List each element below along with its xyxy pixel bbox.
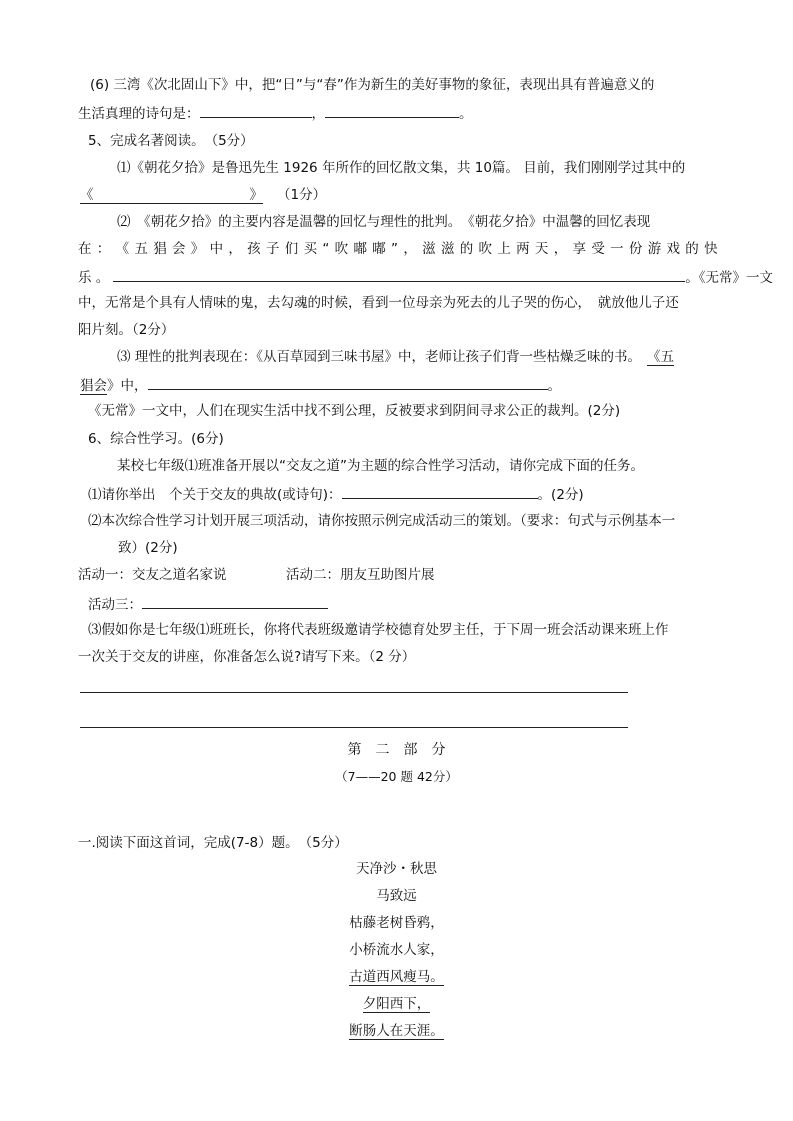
q6-item3-line1: ⑶假如你是七年级⑴班班长，你将代表班级邀请学校德育处罗主任，于下周一班会活动课来班上作 <box>88 622 669 638</box>
poem-line-2: 小桥流水人家， <box>349 942 444 958</box>
q6-activity1: 活动一：交友之道名家说 <box>78 567 227 583</box>
justified-char: 天 <box>534 241 549 257</box>
justified-char: 戏 <box>666 241 680 257</box>
justified-char: 一 <box>610 241 624 257</box>
justified-char: 两 <box>516 241 530 257</box>
q4-item6-line1: (6) 三湾《次北固山下》中，把“日”与“春”作为新生的美好事物的象征，表现出具有普遍意义的 <box>90 77 655 93</box>
q5-item2-line4: 中，无常是个具有人情味的鬼，去勾魂的时候，看到一位母亲为死去的儿子哭的伤心， 就放他儿子还 <box>78 295 679 311</box>
justified-char: ： <box>96 241 111 257</box>
answer-blank-6[interactable] <box>142 594 328 609</box>
q5-item3-line1: ⑶ 理性的批判表现在：《从百草园到三味书屋》中，老师让孩子们背一些枯燥乏味的书。 《五 <box>117 349 675 365</box>
q5-header: 5、完成名著阅读。 （5分） <box>88 133 254 149</box>
q6-item2-line1: ⑵本次综合性学习计划开展三项活动，请你按照示例完成活动三的策划。（要求：句式与示例基本一 <box>88 513 676 529</box>
justified-char: 快 <box>704 241 718 257</box>
justified-char: 上 <box>497 241 511 257</box>
q5-item1-line2 <box>80 186 326 204</box>
q5-item1-line1: ⑴《朝花夕拾》是鲁迅先生 1926 年所作的回忆散文集，共 10篇。 目前，我们刚刚学过其中的 <box>117 160 686 176</box>
poem-line-5: 断肠人在天涯。 <box>349 1023 444 1039</box>
justified-char: 在 <box>78 241 92 257</box>
justified-char: 孩 <box>247 241 261 257</box>
part2-subtitle: （7——20 题 42分） <box>335 769 458 784</box>
q6-activity3: 活动三： <box>88 594 328 614</box>
writing-line-1[interactable] <box>80 692 628 693</box>
justified-char: 吹 <box>478 241 493 257</box>
justified-char: 》 <box>190 241 205 257</box>
q5-item3-line3: 《无常》一文中，人们在现实生活中找不到公理，反被要求到阴间寻求公正的裁判。(2分) <box>88 403 621 419</box>
justified-char: ， <box>553 241 568 257</box>
q6-item2-line2: 致）(2分) <box>118 540 178 556</box>
poem-line-4: 夕阳西下， <box>362 996 431 1012</box>
justified-char: 滋 <box>440 241 455 257</box>
q5-item2-line1: ⑵ 《朝花夕拾》的主要内容是温馨的回忆与理性的批判。 《朝花夕拾》中温馨的回忆表现 <box>117 214 651 230</box>
justified-char: 的 <box>459 241 474 257</box>
justified-char: 买 <box>303 241 318 257</box>
justified-char: 嘟 <box>372 241 386 257</box>
answer-blank-4[interactable] <box>148 375 548 390</box>
q5-item2-line2 <box>78 240 718 258</box>
justified-char: 子 <box>265 241 280 257</box>
justified-char: 们 <box>284 241 299 257</box>
justified-char: 中 <box>209 241 224 257</box>
justified-char: ， <box>228 241 242 257</box>
justified-char: 《 <box>115 241 130 257</box>
poem-line-1: 枯藤老树昏鸦， <box>349 915 444 931</box>
justified-char: ， <box>403 241 417 257</box>
poem-title: 天净沙・秋思 <box>356 861 437 877</box>
answer-blank-5[interactable] <box>342 484 538 499</box>
justified-char: 滋 <box>422 241 436 257</box>
q5-item2-line3: 乐 。 。《无常》一文 <box>78 267 773 287</box>
justified-char: 嘟 <box>353 241 367 257</box>
answer-blank-1[interactable] <box>200 103 312 118</box>
q6-item1: ⑴请你举出 个关于交友的典故(或诗句)： 。(2分) <box>88 484 584 504</box>
justified-char: 游 <box>647 241 662 257</box>
q5-item3-link-wuchanghui[interactable]: 《五 <box>647 349 675 365</box>
q5-item1-score: （1分） <box>277 187 327 203</box>
justified-char: 五 <box>134 241 148 257</box>
justified-char: 份 <box>628 241 643 257</box>
answer-blank-2[interactable] <box>325 103 459 118</box>
poem-instruction: 一.阅读下面这首词，完成(7-8）题。 （5分） <box>78 835 348 851</box>
q5-item2-line5: 阳片刻。（2分） <box>78 322 175 338</box>
q5-item3-line2: 猖会》中， 。 <box>80 375 561 395</box>
justified-char: ” <box>391 241 399 257</box>
q6-activity2: 活动二：朋友互助图片展 <box>286 567 435 583</box>
justified-char: 享 <box>572 241 587 257</box>
q5-item1-book-title-blank[interactable]: 《 》 <box>80 187 263 203</box>
q5-item3-link-cont[interactable]: 猖会 <box>80 378 107 394</box>
part2-title: 第 二 部 分 <box>347 742 446 758</box>
justified-char: 会 <box>171 241 186 257</box>
answer-blank-3[interactable] <box>113 267 685 282</box>
justified-char: 猖 <box>153 241 167 257</box>
justified-char: “ <box>322 241 330 257</box>
period: 。 <box>459 106 473 122</box>
justified-char: 受 <box>591 241 605 257</box>
comma: ， <box>311 106 325 122</box>
q6-intro: 某校七年级⑴班准备开展以“交友之道”为主题的综合性学习活动，请你完成下面的任务。 <box>117 458 644 474</box>
q6-item3-line2: 一次关于交友的讲座，你准备怎么说?请写下来。（2 分） <box>78 649 416 665</box>
poem-author: 马致远 <box>376 888 417 904</box>
q4-item6-prefix: 生活真理的诗句是： <box>78 106 200 122</box>
poem-line-3: 古道西风瘦马。 <box>349 969 444 985</box>
justified-char: 的 <box>685 241 699 257</box>
q6-header: 6、综合性学习。(6分) <box>88 431 224 447</box>
writing-line-2[interactable] <box>80 727 628 728</box>
q4-item6-line2 <box>78 103 473 123</box>
justified-char: 吹 <box>334 241 349 257</box>
